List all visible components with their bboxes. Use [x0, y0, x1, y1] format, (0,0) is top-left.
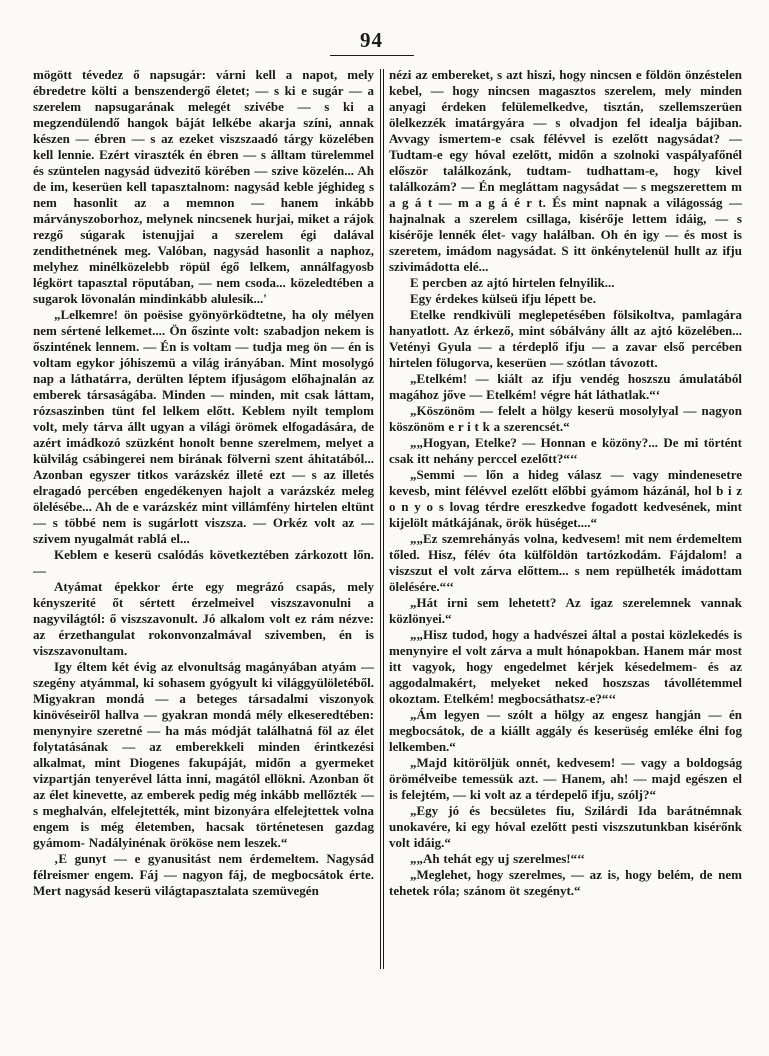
paragraph: mögött tévedez ő napsugár: várni kell a napot, mely ébredetre költi a benszendergő életet; — s ki e sugár — a szerelem napsugarának melegét szivébe — s ki a megzendülendő hangok báját lelkébe akarja színi, annak készen — ébren — s az ezeket viszszaadó tárgy közelében kell lennie. Ezért viraszték én ébren — s álltam türelemmel és szüntelen nagysád üdvezitő körében — szive közelén... Ah de im, keserüen kell tapasztalnom: nagysád keble jéghideg s nem hasonlit az a memnon — hanem inkább márványszoborhoz, melynek nincsenek hurjai, miket a rájok rezgő súgarak istenujjai a szerelem égi dalával zendithetnének meg. Valóban, nagysád hasonlit a naphoz, melyhez minélközelebb röpül égő lelkem, annálfagyosb légkört tapasztal röputában, — nem csoda... közeledtében a sugarok lövonalán mindinkább alulesik...' [33, 67, 374, 306]
paragraph: E percben az ajtó hirtelen felnyilik... [410, 275, 615, 290]
paragraph: ‚E gunyt — e gyanusitást nem érdemeltem. Nagysád félreismer engem. Fáj — nagyon fáj, de megbocsátok érte. Mert nagysád keserü világtapasztalata szemüvegén [33, 851, 374, 898]
right-column [389, 67, 742, 969]
paragraph: „Etelkém! — kiált az ifju vendég hoszszu ámulatából magához jőve — Etelkém! végre hát láthatlak.“‘ [389, 371, 742, 402]
page-header [0, 0, 756, 56]
paragraph: „„Ez szemrehányás volna, kedvesem! mit nem érdemeltem tőled. Hisz, félév óta külföldön tartózkodám. Fájdalom! a viszszut el volt zárva előttem... s nem repülheték imádottam ölelésére.“‘‘ [389, 531, 742, 594]
paragraph: Keblem e keserü csalódás következtében zárkozott lőn. — [33, 547, 374, 578]
paragraph: Egy érdekes külseü ifju lépett be. [410, 291, 596, 306]
paragraph: „Lelkemre! ön poësise gyönyörködtetne, ha oly mélyen nem sértené lelkemet.... Ön őszinte volt: szabadjon nekem is őszintének lennem. — Én is voltam — tudja meg ön — én is voltam egykor jóhiszemü a világ irányában. Mint mosolygó nap a láthatárra, derülten léptem ifjuságom előhajnalán az emberek társaságába. Minden — minden, mit csak láttam, rózsaszinben tünt fel lelkem előtt. Keblem nyilt templom volt, mely tárva állt ugyan a világi örömek elfogadására, de azért imádkozó szüzként honolt benne szerelmem, melyet a külvilág csábingerei nem birának fölverni szent áhitatából... Azonban egyszer titkos varázskéz illeté ezt — s az illetés elragadó percében engedékenyen hajolt a varázskéz meleg ölelésébe... Ah de e varázskéz mint villámfény hirtelen eltünt — s többé nem is sugárlott viszsza. — Orkéz volt az — szivem nyugalmát rablá el... [33, 307, 374, 546]
paragraph: Etelke rendkivüli meglepetésében fölsikoltva, pamlagára hanyatlott. Az érkező, mint sóbálvány állt az ajtó közelében... Vetényi Gyula — a térdeplő ifju — a zavar első percében hirtelen fölugorva, keserüen — szótlan távozott. [389, 307, 742, 370]
paragraph: Igy éltem két évig az elvonultság magányában atyám — szegény atyámmal, ki sohasem gyógyult ki világgyülöletéből. Migyakran mondá — a beteges társadalmi viszonyok kinövéseiről hallva — gyakran mondá mély elkeseredtében: menynyire szeretné — ha más módját találhatná föl az élet folytatásának — az emberekkeli minden érintkezési alkalmat, mint Diogenes fakupáját, midőn a gyermeket vizpartján tenyerével látta inni, magától ellökni. Azonban őt az élet kinevette, az emberek pedig még inkább mellőzték — s meghalván, elfelejtették, mint bizonyára elfelejtettek volna engem is még életemben, hacsak történetesen gazdag gyámom- Nadályinénak örököse nem leszek.“ [33, 659, 374, 850]
page-number: 94 [360, 28, 383, 52]
paragraph: nézi az embereket, s azt hiszi, hogy nincsen e földön önzéstelen kebel, — hogy nincsen magasztos szerelem, mely minden anyagi érdeken felülemelkedve, tisztán, szellemszerüen ölelkezzék imatárgyára — s olvadjon fel idealja bájiban. Avvagy ismertem-e csak félévvel is ezelőtt nagysádat? — Tudtam-e egy hóval ezelőtt, midőn a szolnoki vaspályafőnél először találkozánk, tudtam- tudhattam-e, hogy kivel találkozám? — Én megláttam nagysádat — s megszerettem m a g á t — m a g á é r t. És mint napnak a világosság — hajnalnak a szerelem csillaga, kisérője lettem idáig, — s kisérője lennék élet- vagy halálban. Oh én igy — és most is szeretem, imádom nagysádat. S itt önkénytelenül hullt az ifju szivimádotta elé... [389, 67, 742, 274]
paragraph: „„Hogyan, Etelke? — Honnan e közöny?... De mi történt csak itt nehány perccel ezelőtt?“‘‘ [389, 435, 742, 466]
paragraph: „Hát irni sem lehetett? Az igaz szerelemnek vannak közlönyei.“ [389, 595, 742, 626]
column-divider [380, 69, 384, 969]
paragraph: „Meglehet, hogy szerelmes, — az is, hogy belém, de nem tehetek róla; szánom öt szegényt.“ [389, 867, 742, 898]
paragraph: „Majd kitöröljük onnét, kedvesem! — vagy a boldogság örömélveibe temessük azt. — Hanem, ah! — majd egészen el is felejtém, — ki volt az a térdepelő ifju, szólj?“ [389, 755, 742, 802]
text-columns [33, 67, 742, 969]
paragraph: Atyámat épekkor érte egy megrázó csapás, mely kényszerité őt sértett érzelmeivel viszszavonulni a nagyvilágtól: ő viszszavonult. Jó alkalom volt ez rám nézve: az érzethangulat rokonvonzalmával szivemben, én is viszszavonultam. [33, 579, 374, 658]
paragraph: „Egy jó és becsületes fiu, Szilárdi Ida barátnémnak unokavére, ki egy hóval ezelőtt pesti viszszutunkban kisérőnk volt idáig.“ [389, 803, 742, 850]
left-column [33, 67, 374, 969]
paragraph: „Köszönöm — felelt a hölgy keserü mosolylyal — nagyon köszönöm e r i t k a szerencsét.“ [389, 403, 742, 434]
paragraph: „„Hisz tudod, hogy a hadvészei által a postai közlekedés is menynyire el volt zárva a mult hónapokban. Hanem már most itt vagyok, hogy engedelmet kérjek késedelmem- és az aggodalmakért, melyeket neked hoszszas távollétemmel okoztam. Etelkém! megbocsáthatsz-e?“‘‘ [389, 627, 742, 706]
paragraph: „Ám legyen — szólt a hölgy az engesz hangján — én megbocsátok, de a kiállt aggály és keserüség emléke élni fog lelkemben.“ [389, 707, 742, 754]
paragraph: „Semmi — lőn a hideg válasz — vagy mindenesetre kevesb, mint félévvel ezelőtt előbbi gyámom házánál, hol b i z o n y o s lovag térdre ereszkedve fogadott kedvesének, mint kijelölt mátkájának, örök hüséget....“ [389, 467, 742, 530]
paragraph: „„Ah tehát egy uj szerelmes!“‘‘ [410, 851, 585, 866]
header-rule [330, 55, 414, 56]
